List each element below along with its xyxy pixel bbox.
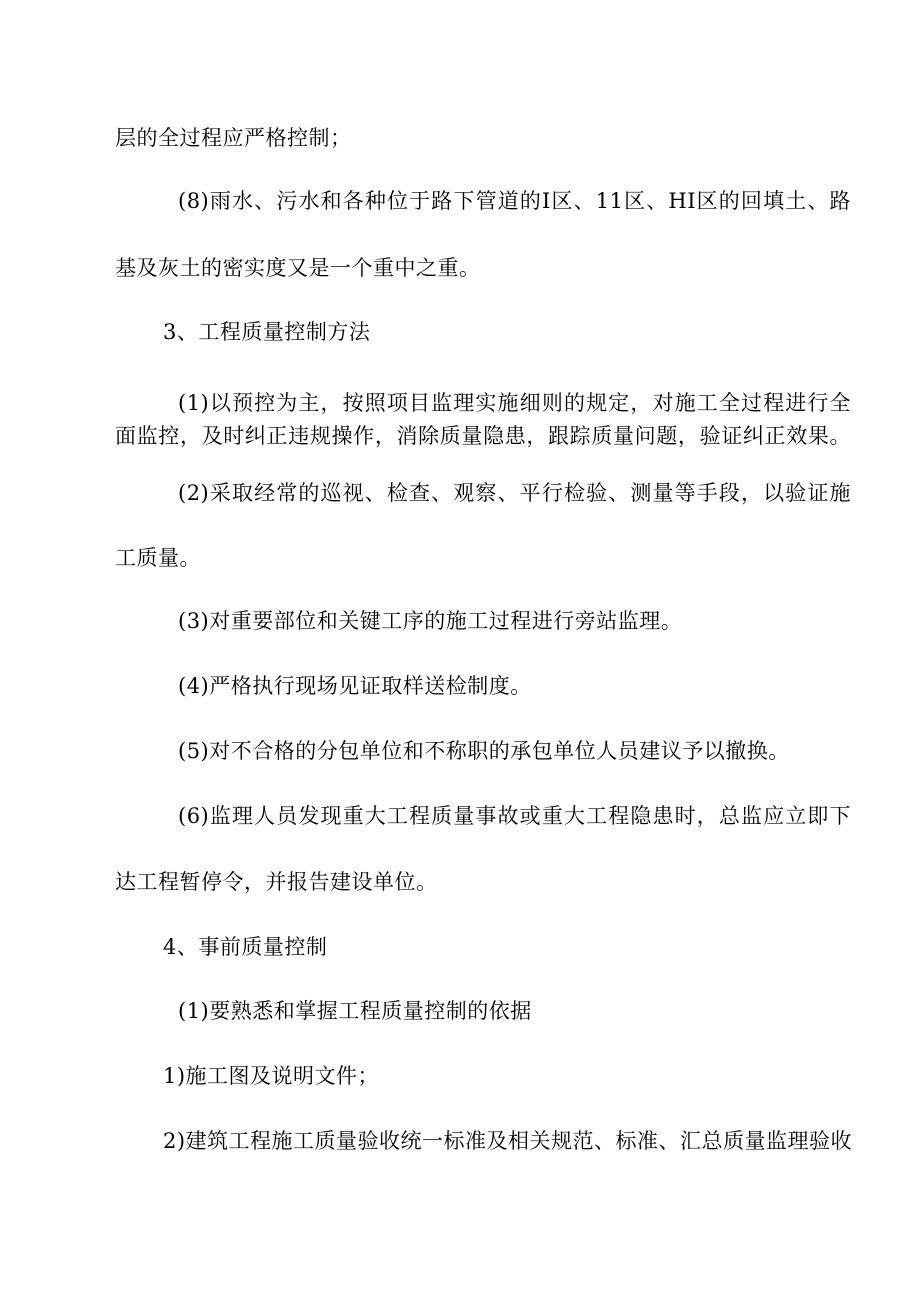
text-line: (1)要熟悉和掌握工程质量控制的依据 [178, 999, 532, 1023]
text-line: (6)监理人员发现重大工程质量事故或重大工程隐患时，总监应立即下 [178, 804, 851, 828]
text-line: 面监控，及时纠正违规操作，消除质量隐患，跟踪质量问题，验证纠正效果。 [115, 424, 851, 448]
text-line: 层的全过程应严格控制； [115, 126, 352, 150]
text-line: (8)雨水、污水和各种位于路下管道的Ⅰ区、11区、HI区的回填土、路 [178, 189, 851, 213]
text-line: (2)采取经常的巡视、检查、观察、平行检验、测量等手段，以验证施 [178, 481, 851, 505]
text-line: 工质量。 [115, 546, 201, 570]
text-line: 达工程暂停令，并报告建设单位。 [115, 870, 438, 894]
text-line: (1)以预控为主，按照项目监理实施细则的规定，对施工全过程进行全 [178, 391, 851, 415]
section-heading: 3、工程质量控制方法 [163, 320, 371, 344]
section-heading: 4、事前质量控制 [163, 935, 328, 959]
text-line: 基及灰土的密实度又是一个重中之重。 [115, 256, 481, 280]
text-line: (5)对不合格的分包单位和不称职的承包单位人员建议予以撤换。 [178, 739, 790, 763]
text-line: 2)建筑工程施工质量验收统一标准及相关规范、标准、汇总质量监理验收 [163, 1129, 853, 1153]
text-line: 1)施工图及说明文件； [163, 1064, 380, 1088]
text-line: (3)对重要部位和关键工序的施工过程进行旁站监理。 [178, 609, 683, 633]
text-line: (4)严格执行现场见证取样送检制度。 [178, 674, 532, 698]
